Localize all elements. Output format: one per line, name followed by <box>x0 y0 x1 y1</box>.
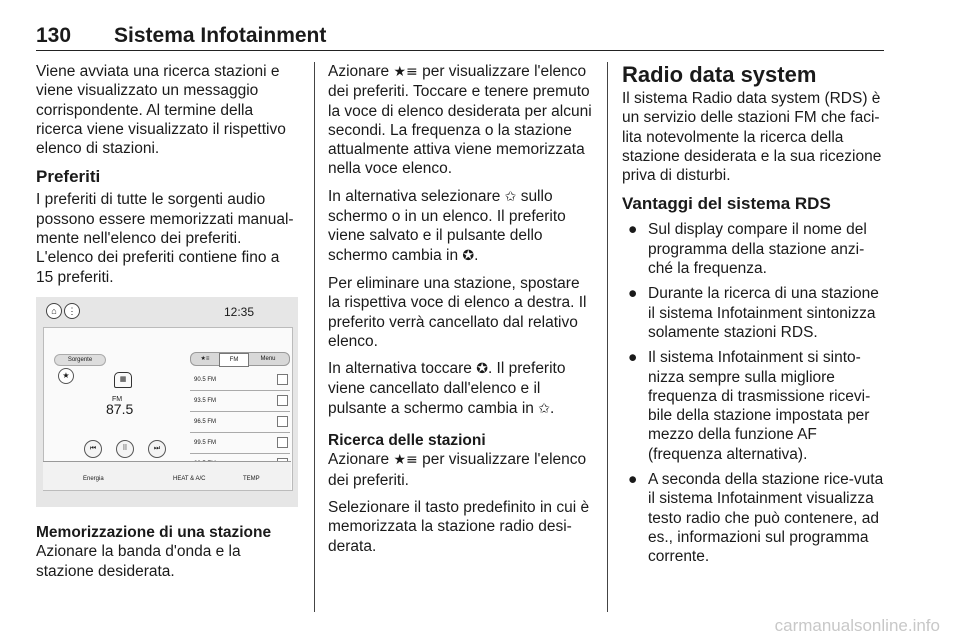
tab-menu: Menu <box>260 355 276 362</box>
ricerca-paragraph: Azionare ★≡ per visualizzare l'elenco dei preferiti. <box>328 451 587 489</box>
station-row: 96.5 FM <box>190 412 290 433</box>
bullet-icon: ● <box>628 285 638 303</box>
preferiti-paragraph: I preferiti di tutte le sorgenti audio possono essere memorizzati manual-mente nell'elenco dei preferiti. <box>36 191 294 248</box>
station-list <box>190 370 290 475</box>
bullet-icon: ● <box>628 349 638 367</box>
seek-back-icon: ⏮ <box>84 440 102 458</box>
preset-paragraph: Selezionare il tasto predefinito in cui è memorizzata la stazione radio desi-derata. <box>328 498 590 555</box>
infotainment-screen-image <box>36 297 298 507</box>
rds-benefits-list <box>622 220 884 566</box>
watermark: carmanualsonline.info <box>774 616 940 635</box>
home-icon: ⌂ <box>46 303 62 319</box>
rds-paragraph: Il sistema Radio data system (RDS) è un servizio delle stazioni FM che faci-lita notevolmente la ricerca della stazione desiderata e la sua ricezione priva di disturbi. <box>622 90 882 185</box>
favorites-tab-icon: ★≡ <box>200 355 210 362</box>
memorizzazione-heading: Memorizzazione di una stazione <box>36 523 272 541</box>
radio-icon: ▦ <box>114 372 132 388</box>
apps-icon: ⋮ <box>64 303 80 319</box>
rds-heading: Radio data system <box>622 62 817 87</box>
preferiti-heading: Preferiti <box>36 167 101 187</box>
source-button: Sorgente <box>54 354 106 366</box>
star-outline-icon: ✩ <box>504 188 517 205</box>
fav-toggle-icon <box>277 416 288 427</box>
bullet-icon: ● <box>628 221 638 239</box>
temp-label: TEMP <box>243 475 260 482</box>
list-item: ● A seconda della stazione rice-vuta il sistema Infotainment visualizza testo radio che può contenere, ad es., informazioni sul programma corrente. <box>628 471 884 566</box>
favorites-list-icon: ★≡ <box>393 64 418 80</box>
favorite-star-icon: ★ <box>58 368 74 384</box>
heat-ac-label: HEAT & A/C <box>173 475 206 482</box>
band-label: FM <box>112 395 123 403</box>
fav-toggle-icon <box>277 374 288 385</box>
column-right <box>622 62 884 573</box>
star-filled-icon: ✪ <box>476 361 488 378</box>
delete-station-paragraph: Per eliminare una stazione, spostare la rispettiva voce di elenco a destra. Il preferito verrà cancellato dal relativo elenco. <box>328 274 587 350</box>
tab-bar <box>190 352 290 366</box>
frequency-display: 87.5 <box>106 400 134 417</box>
column-middle <box>328 62 592 564</box>
page-title: Sistema Infotainment <box>114 24 327 47</box>
preferiti-limit-paragraph: L'elenco dei preferiti contiene fino a 15 preferiti. <box>36 249 280 286</box>
select-star-paragraph: In alternativa selezionare ✩ sullo schermo o in un elenco. Il preferito viene salvato e il pulsante dello schermo cambia in ✪. <box>328 187 566 264</box>
alternative-delete-paragraph: In alternativa toccare ✪. Il preferito viene cancellato dall'elenco e il pulsante a schermo cambia in ✩. <box>328 360 566 417</box>
intro-paragraph: Viene avviata una ricerca stazioni e viene visualizzato un messaggio corrispondente. Al termine della ricerca viene visualizzato il rispettivo elenco di stazioni. <box>36 63 286 158</box>
column-divider <box>314 62 315 612</box>
seek-forward-icon: ⏭ <box>148 440 166 458</box>
screen-clock: 12:35 <box>223 304 254 319</box>
bullet-icon: ● <box>628 471 638 489</box>
station-row: 99.5 FM <box>190 433 290 454</box>
energy-label: Energia <box>83 475 104 482</box>
fav-toggle-icon <box>277 437 288 448</box>
memorizzazione-paragraph: Azionare la banda d'onda e la stazione desiderata. <box>36 543 241 580</box>
star-outline-icon: ✩ <box>538 400 550 417</box>
list-item: ● Il sistema Infotainment si sinto-nizza sempre sulla migliore frequenza di trasmissione ricevi-bile della stazione impostata per mezzo della funzione AF (frequenza alternativa). <box>628 349 871 463</box>
keypad-icon: ⠿ <box>116 440 134 458</box>
tab-fm: FM <box>219 353 249 367</box>
list-item: ● Durante la ricerca di una stazione il sistema Infotainment sintonizza solamente stazioni RDS. <box>628 285 879 341</box>
climate-bar <box>43 461 291 490</box>
star-filled-icon: ✪ <box>462 247 475 264</box>
page-header <box>36 20 884 51</box>
page-number: 130 <box>36 24 72 47</box>
favorites-list-icon: ★≡ <box>393 452 418 469</box>
ricerca-heading: Ricerca delle stazioni <box>328 432 486 450</box>
favorites-list-paragraph: Azionare ★≡ per visualizzare l'elenco dei preferiti. Toccare e tenere premuto la voce di elenco desiderata per alcuni secondi. La frequenza o la stazione attualmente attiva viene memorizzata nella voce elenco. <box>328 63 592 178</box>
fav-toggle-icon <box>277 395 288 406</box>
column-left <box>36 62 298 589</box>
vantaggi-heading: Vantaggi del sistema RDS <box>622 194 831 214</box>
station-row: 93.5 FM <box>190 391 290 412</box>
list-item: ● Sul display compare il nome del programma della stazione anzi-ché la frequenza. <box>628 221 867 278</box>
station-row: 90.5 FM <box>190 370 290 391</box>
column-divider <box>607 62 608 612</box>
